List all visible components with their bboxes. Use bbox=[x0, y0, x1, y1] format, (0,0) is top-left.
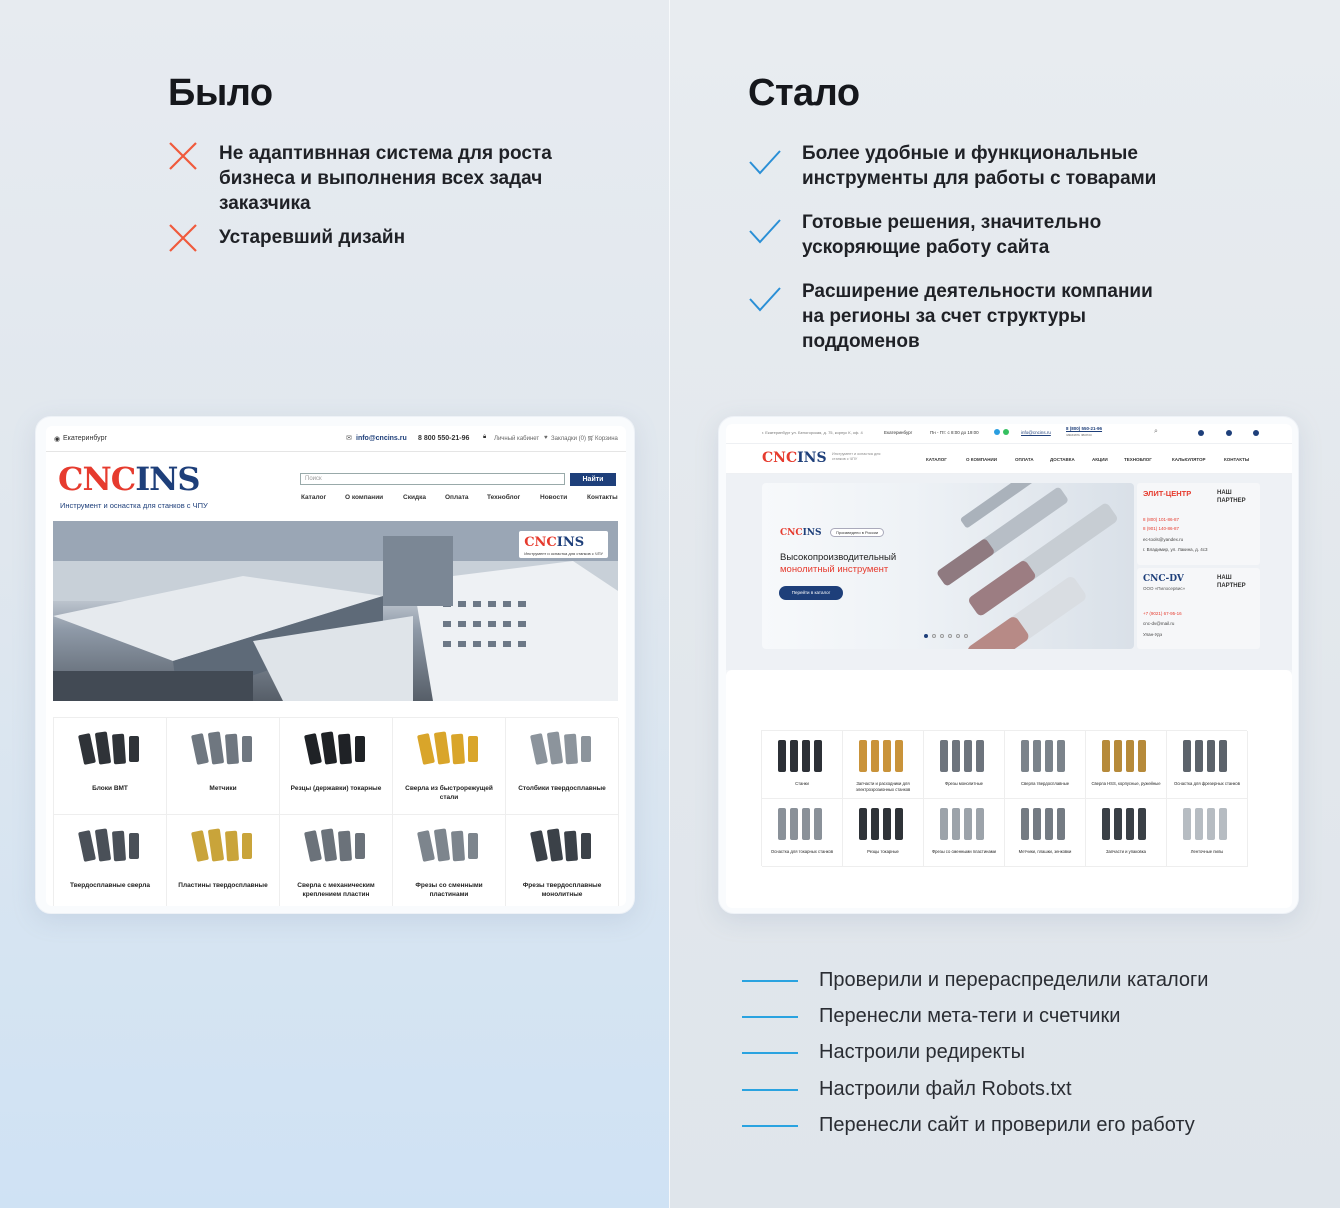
right-item-2 bbox=[802, 210, 1101, 260]
check-icon bbox=[748, 284, 782, 314]
mail-icon: ✉ bbox=[346, 435, 352, 442]
old-category-card[interactable] bbox=[393, 815, 506, 906]
check-icon bbox=[748, 216, 782, 246]
new-category-card[interactable] bbox=[843, 731, 924, 799]
product-image bbox=[188, 726, 258, 770]
new-hours: Пн - Пт: с 8:00 до 19:00 bbox=[930, 430, 979, 435]
product-image bbox=[527, 726, 597, 770]
partner2-address: Улан-Удэ bbox=[1143, 632, 1163, 637]
old-nav-about[interactable]: О компании bbox=[345, 494, 384, 501]
hero-catalog-button[interactable]: Перейти в каталог bbox=[779, 586, 843, 600]
check-icon bbox=[748, 147, 782, 177]
old-category-card[interactable] bbox=[54, 815, 167, 906]
heart-icon: ♥ bbox=[544, 435, 548, 441]
old-bookmarks-link[interactable]: Закладки (0) bbox=[551, 436, 586, 442]
old-site-frame bbox=[35, 416, 635, 914]
category-label: Фрезы со сменными пластинами bbox=[931, 849, 997, 854]
category-label: Станки bbox=[795, 781, 809, 786]
new-site-screen bbox=[726, 424, 1292, 908]
partner-card-1[interactable] bbox=[1137, 483, 1260, 565]
old-topbar bbox=[46, 426, 626, 452]
category-label: Столбики твердосплавные bbox=[518, 785, 606, 792]
partner2-tag: НАШ ПАРТНЕР bbox=[1217, 575, 1246, 589]
cart-icon: 🛒︎ bbox=[587, 436, 595, 442]
slider-dot[interactable] bbox=[964, 634, 968, 638]
partner1-address: г. Владимир, ул. Лакина, д. 4с3 bbox=[1143, 547, 1208, 552]
partner1-email[interactable]: ec-tools@yandex.ru bbox=[1143, 537, 1184, 542]
bullet-line bbox=[742, 1052, 798, 1054]
partner2-phone[interactable]: +7 (9021) 67-95-16 bbox=[1143, 611, 1182, 616]
catalog-section bbox=[726, 670, 1292, 908]
cross-icon bbox=[168, 141, 198, 171]
new-phone[interactable]: 8 (800) 550-21-96 bbox=[1066, 426, 1103, 431]
product-image bbox=[75, 823, 145, 867]
partner2-email[interactable]: cnc-dv@mail.ru bbox=[1143, 621, 1175, 626]
partner1-name: ЭЛИТ-ЦЕНТР bbox=[1143, 489, 1192, 498]
new-address: г. Екатеринбург ул. Белогорская, д. 75, корпус К, оф. 4 bbox=[762, 430, 863, 435]
old-banner-photo bbox=[53, 521, 618, 701]
slider-dot[interactable] bbox=[940, 634, 944, 638]
partner1-phone1[interactable]: 8 (800) 101-86-87 bbox=[1143, 517, 1180, 522]
new-nav-blog[interactable]: ТЕХНОБЛОГ bbox=[1124, 457, 1152, 462]
cart-icon[interactable] bbox=[1253, 430, 1259, 436]
line: Устаревший дизайн bbox=[219, 227, 406, 248]
logo-part: CNC bbox=[780, 528, 803, 538]
cross-icon bbox=[168, 223, 198, 253]
product-image bbox=[301, 823, 371, 867]
new-header bbox=[726, 444, 1292, 474]
old-search-button[interactable]: Найти bbox=[570, 473, 616, 486]
old-nav-blog[interactable]: Техноблог bbox=[487, 494, 521, 501]
product-image bbox=[934, 804, 994, 844]
product-image bbox=[527, 823, 597, 867]
search-icon[interactable]: ⌕ bbox=[1154, 428, 1158, 435]
product-image bbox=[772, 804, 832, 844]
logo-part: CNC bbox=[524, 535, 557, 550]
new-nav-catalog[interactable]: КАТАЛОГ bbox=[926, 457, 947, 462]
category-label: Оснастка для токарных станков bbox=[770, 849, 834, 854]
new-nav-contacts[interactable]: КОНТАКТЫ bbox=[1224, 457, 1250, 462]
slider-dots bbox=[924, 634, 968, 638]
product-image bbox=[1096, 736, 1156, 776]
slider-dot[interactable] bbox=[924, 634, 928, 638]
logo-part: INS bbox=[797, 450, 827, 466]
old-category-card[interactable] bbox=[506, 815, 619, 906]
line: на регионы за счет структуры bbox=[802, 306, 1086, 327]
old-site-screen bbox=[46, 426, 626, 906]
category-label: Пластины твердосплавные bbox=[178, 882, 268, 889]
line: Готовые решения, значительно bbox=[802, 212, 1102, 233]
line: Не адаптивнная система для роста bbox=[219, 143, 552, 164]
new-category-card[interactable] bbox=[843, 799, 924, 867]
partner2-name: CNC-DV bbox=[1143, 574, 1184, 584]
new-category-card[interactable] bbox=[762, 799, 843, 867]
new-nav-calculator[interactable]: КАЛЬКУЛЯТОР bbox=[1172, 457, 1206, 462]
new-nav-payment[interactable]: ОПЛАТА bbox=[1015, 457, 1034, 462]
category-label: Фрезы монолитные bbox=[945, 781, 983, 786]
old-cabinet-link[interactable]: Личный кабинет bbox=[494, 436, 540, 442]
product-image bbox=[1096, 804, 1156, 844]
old-category-card[interactable] bbox=[393, 718, 506, 815]
product-image bbox=[301, 726, 371, 770]
new-nav-sales[interactable]: АКЦИИ bbox=[1092, 457, 1108, 462]
product-image bbox=[853, 804, 913, 844]
bullet-item-3: Настроили редиректы bbox=[819, 1041, 1025, 1063]
new-category-card[interactable] bbox=[1086, 731, 1167, 799]
logo-part: INS bbox=[556, 535, 585, 550]
logo-part: INS bbox=[135, 460, 200, 498]
bullet-line bbox=[742, 980, 798, 982]
product-image bbox=[75, 726, 145, 770]
location-icon: ◉ bbox=[54, 436, 61, 443]
new-nav-delivery[interactable]: ДОСТАВКА bbox=[1050, 457, 1075, 462]
old-search-input[interactable]: Поиск bbox=[300, 473, 565, 485]
new-category-grid bbox=[761, 730, 1247, 866]
banner-logo-badge bbox=[519, 531, 608, 558]
old-logo[interactable] bbox=[58, 460, 200, 498]
old-city[interactable]: Екатеринбург bbox=[63, 435, 108, 442]
old-category-card[interactable] bbox=[167, 815, 280, 906]
category-label: Блоки ВМТ bbox=[92, 785, 128, 792]
slider-dot[interactable] bbox=[956, 634, 960, 638]
line: инструменты для работы с товарами bbox=[802, 168, 1157, 189]
old-category-card[interactable] bbox=[280, 815, 393, 906]
bullet-item-2: Перенесли мета-теги и счетчики bbox=[819, 1005, 1121, 1027]
lock-icon: 🔒︎ bbox=[483, 434, 487, 440]
old-nav-catalog[interactable]: Каталог bbox=[301, 494, 327, 501]
old-nav-discount[interactable]: Скидка bbox=[403, 494, 426, 501]
product-image bbox=[414, 823, 484, 867]
hero-slider bbox=[762, 483, 1134, 649]
product-image bbox=[1177, 736, 1237, 776]
category-label: Сверла из быстрорежущей стали bbox=[405, 785, 493, 801]
category-label: Твердосплавные сверла bbox=[70, 882, 150, 889]
old-nav-contacts[interactable]: Контакты bbox=[587, 494, 618, 501]
new-category-card[interactable] bbox=[1005, 799, 1086, 867]
partner-card-2[interactable] bbox=[1137, 568, 1260, 649]
slider-dot[interactable] bbox=[948, 634, 952, 638]
new-category-card[interactable] bbox=[762, 731, 843, 799]
product-image bbox=[853, 736, 913, 776]
new-tagline: Инструмент и оснастка для станков с ЧПУ bbox=[832, 452, 881, 461]
new-category-card[interactable] bbox=[924, 799, 1005, 867]
old-cart-link[interactable]: Корзина bbox=[595, 436, 618, 442]
line: ускоряющие работу сайта bbox=[802, 237, 1050, 258]
panel-divider bbox=[669, 0, 670, 1208]
new-site-frame bbox=[718, 416, 1299, 914]
right-item-3 bbox=[802, 279, 1153, 354]
old-category-grid bbox=[53, 717, 618, 906]
new-topbar bbox=[726, 424, 1292, 444]
new-logo[interactable] bbox=[762, 450, 827, 466]
product-image bbox=[414, 726, 484, 770]
new-category-card[interactable] bbox=[1167, 731, 1248, 799]
old-category-card[interactable] bbox=[167, 718, 280, 815]
category-label: Метчики bbox=[209, 785, 237, 792]
old-tagline: Инструмент и оснастка для станков с ЧПУ bbox=[60, 501, 208, 510]
category-label: Сверла твердосплавные bbox=[1020, 781, 1070, 786]
category-label: Резцы (державки) токарные bbox=[290, 785, 382, 792]
product-image bbox=[1177, 804, 1237, 844]
category-label: Сверла HSS, корпусные, ружейные bbox=[1091, 781, 1161, 786]
new-category-card[interactable] bbox=[1005, 731, 1086, 799]
bullet-line bbox=[742, 1089, 798, 1091]
telegram-icon[interactable] bbox=[994, 429, 1000, 435]
whatsapp-icon[interactable] bbox=[1003, 429, 1009, 435]
old-nav-news[interactable]: Новости bbox=[540, 494, 568, 501]
hero-badge: Произведено в России bbox=[830, 528, 884, 537]
category-label: Резцы токарные bbox=[867, 849, 899, 854]
hero-logo bbox=[780, 528, 822, 538]
new-nav-about[interactable]: О КОМПАНИИ bbox=[966, 457, 997, 462]
category-label: Оснастка для фрезерных станков bbox=[1174, 781, 1240, 786]
user-icon[interactable] bbox=[1198, 430, 1204, 436]
bullet-line bbox=[742, 1125, 798, 1127]
logo-part: CNC bbox=[58, 460, 136, 498]
logo-part: INS bbox=[802, 528, 822, 538]
hero-title: Высокопроизводительный bbox=[780, 552, 897, 563]
slider-dot[interactable] bbox=[932, 634, 936, 638]
bullet-item-1: Проверили и перераспределили каталоги bbox=[819, 969, 1209, 991]
new-city[interactable]: Екатеринбург bbox=[884, 430, 913, 435]
left-item-2 bbox=[219, 225, 405, 250]
bullet-item-4: Настроили файл Robots.txt bbox=[819, 1078, 1072, 1100]
line: заказчика bbox=[219, 193, 311, 214]
line: Расширение деятельности компании bbox=[802, 281, 1153, 302]
product-image bbox=[1015, 736, 1075, 776]
favorites-icon[interactable] bbox=[1226, 430, 1232, 436]
new-email[interactable]: info@cncins.ru bbox=[1021, 430, 1051, 435]
new-category-card[interactable] bbox=[1086, 799, 1167, 867]
new-category-card[interactable] bbox=[1167, 799, 1248, 867]
line: поддоменов bbox=[802, 331, 920, 352]
category-label: Запчасти и упаковка bbox=[1105, 849, 1147, 854]
category-label: Запчасти и расходники для электроэрозионных станков bbox=[855, 781, 911, 792]
partner1-tag: НАШ ПАРТНЕР bbox=[1217, 490, 1246, 504]
old-category-card[interactable] bbox=[54, 718, 167, 815]
old-nav-payment[interactable]: Оплата bbox=[445, 494, 469, 501]
partner1-phone2[interactable]: 8 (901) 140-86-87 bbox=[1143, 526, 1180, 531]
product-image bbox=[934, 736, 994, 776]
old-category-card[interactable] bbox=[280, 718, 393, 815]
category-label: Сверла с механическим креплением пластин bbox=[297, 882, 375, 898]
old-email[interactable]: info@cncins.ru bbox=[356, 435, 407, 442]
old-category-card[interactable] bbox=[506, 718, 619, 815]
old-phone[interactable]: 8 800 550-21-96 bbox=[418, 435, 470, 442]
bullet-item-5: Перенесли сайт и проверили его работу bbox=[819, 1114, 1195, 1136]
right-item-1 bbox=[802, 141, 1156, 191]
hero-section bbox=[726, 474, 1292, 670]
new-callback-link[interactable]: заказать звонок bbox=[1066, 433, 1092, 437]
hero-title-accent: монолитный инструмент bbox=[780, 564, 889, 575]
logo-part: CNC bbox=[762, 450, 798, 466]
new-category-card[interactable] bbox=[924, 731, 1005, 799]
partner2-sub: ООО «Пилосервис» bbox=[1143, 586, 1186, 591]
line: Более удобные и функциональные bbox=[802, 143, 1138, 164]
right-heading: Стало bbox=[748, 72, 860, 114]
category-label: Метчики, плашки, зенковки bbox=[1018, 849, 1072, 854]
left-heading: Было bbox=[168, 72, 273, 114]
bullet-line bbox=[742, 1016, 798, 1018]
category-label: Фрезы твердосплавные монолитные bbox=[522, 882, 602, 898]
product-image bbox=[188, 823, 258, 867]
banner-sub: Инструмент и оснастка для станков с ЧПУ bbox=[524, 551, 603, 556]
product-image bbox=[772, 736, 832, 776]
left-item-1 bbox=[219, 141, 552, 216]
line: бизнеса и выполнения всех задач bbox=[219, 168, 543, 189]
category-label: Ленточные пилы bbox=[1190, 849, 1224, 854]
product-image bbox=[1015, 804, 1075, 844]
category-label: Фрезы со сменными пластинами bbox=[415, 882, 483, 898]
